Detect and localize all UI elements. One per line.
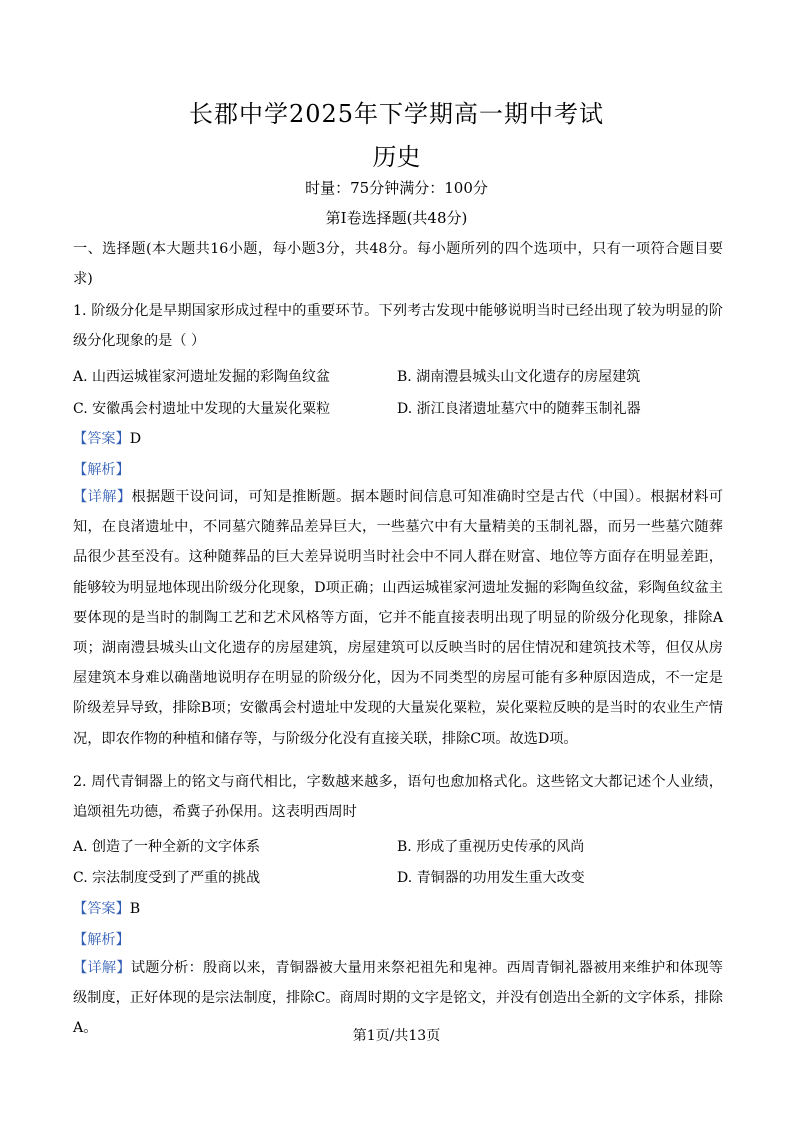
question-2-option-c: C. 宗法制度受到了严重的挑战 (73, 870, 261, 886)
question-2-option-d: D. 青铜器的功用发生重大改变 (397, 870, 585, 886)
question-1-option-d: D. 浙江良渚遗址墓穴中的随葬玉制礼器 (397, 401, 641, 417)
page-footer: 第1页/共13页 (352, 1028, 441, 1044)
detail-label: 【详解】 (73, 960, 131, 976)
detail-label: 【详解】 (73, 489, 132, 505)
question-1-analysis-label: 【解析】 (73, 462, 130, 478)
question-1-option-a: A. 山西运城崔家河遗址发掘的彩陶鱼纹盆 (73, 369, 331, 385)
question-2-stem: 2. 周代青铜器上的铭文与商代相比，字数越来越多，语句也愈加格式化。这些铭文大都记述个人业绩，追颂祖先功德，希冀子孙保用。这表明西周时 (73, 774, 723, 821)
question-1-option-c: C. 安徽禹会村遗址中发现的大量炭化粟粒 (73, 401, 331, 417)
answer-value: B (129, 901, 141, 917)
section-heading: 第Ⅰ卷选择题(共48分) (325, 209, 468, 227)
subject-title: 历史 (372, 143, 421, 171)
instructions: 一、选择题(本大题共16小题，每小题3分，共48分。每小题所列的四个选项中，只有一项符合题目要求) (73, 241, 723, 288)
question-1-answer (73, 428, 141, 448)
answer-value: D (129, 431, 142, 447)
question-1-stem: 1. 阶级分化是早期国家形成过程中的重要环节。下列考古发现中能够说明当时已经出现了较为明显的阶级分化现象的是（ ） (73, 303, 723, 350)
question-2-option-a: A. 创造了一种全新的文字体系 (73, 839, 261, 855)
question-2-option-b: B. 形成了重视历史传承的风尚 (397, 839, 585, 855)
detail-text: 试题分析：殷商以来，青铜器被大量用来祭祀祖先和鬼神。西周青铜礼器被用来维护和体现等级制度，正好体现的是宗法制度，排除C。商周时期的文字是铭文，并没有创造出全新的文字体系，排除A。 (73, 960, 723, 1037)
answer-label: 【答案】 (73, 901, 130, 917)
exam-title: 长郡中学2025年下学期高一期中考试 (188, 100, 605, 128)
detail-text: 根据题干设问词，可知是推断题。据本题时间信息可知准确时空是古代（中国）。根据材料可知，在良渚遗址中，不同墓穴随葬品差异巨大，一些墓穴中有大量精美的玉制礼器，而另一些墓穴随葬品很少甚至没有。这种随葬品的巨大差异说明当时社会中不同人群在财富、地位等方面存在明显差距，能够较为明显地体现出阶级分化现象，D项正确；山西运城崔家河遗址发掘的彩陶鱼纹盆，彩陶鱼纹盆主要体现的是当时的制陶工艺和艺术风格等方面，它并不能直接表明出现了明显的阶级分化现象，排除A项；湖南澧县城头山文化遗存的房屋建筑，房屋建筑可以反映当时的居住情况和建筑技术等，但仅从房屋建筑本身难以确凿地说明存在明显的阶级分化，因为不同类型的房屋可能有多种原因造成，不一定是阶级差异导致，排除B项；安徽禹会村遗址中发现的大量炭化粟粒，炭化粟粒反映的是当时的农业生产情况，即农作物的种植和储存等，与阶级分化没有直接关联，排除C项。故选D项。 (73, 489, 723, 747)
question-2-analysis-label: 【解析】 (73, 932, 130, 948)
question-2-answer (73, 898, 140, 918)
time-score-info: 时量：75分钟满分：100分 (305, 179, 488, 197)
answer-label: 【答案】 (73, 431, 130, 447)
question-1-detail (73, 482, 723, 754)
question-1-option-b: B. 湖南澧县城头山文化遗存的房屋建筑 (397, 369, 641, 385)
